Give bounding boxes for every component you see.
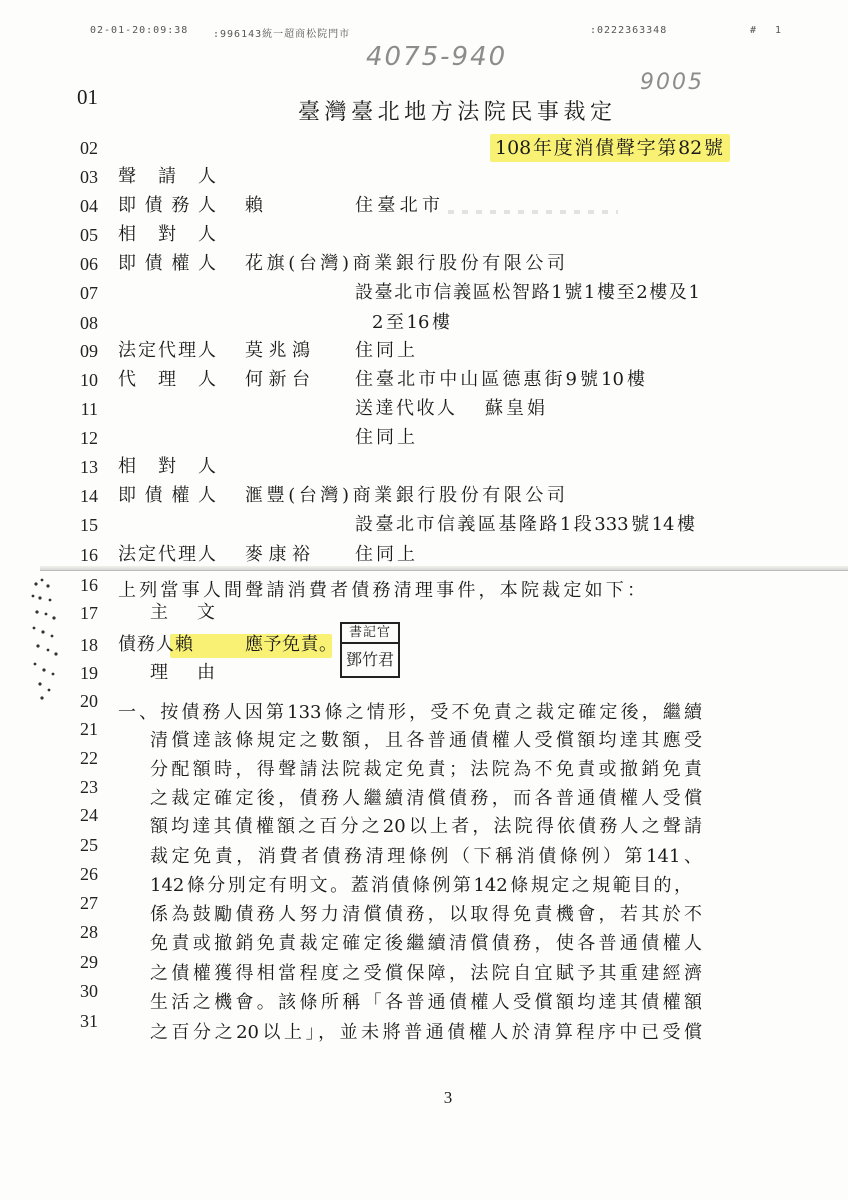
line-number: 19: [80, 663, 98, 683]
reason-line: [0, 1009, 848, 1045]
line-number: 18: [80, 635, 98, 655]
party-label: 即債務人: [118, 195, 216, 216]
fax-page-mark: #: [750, 25, 758, 36]
line-number: 26: [80, 864, 98, 884]
party-name: 麥康裕: [245, 544, 310, 565]
line-number: 31: [80, 1011, 98, 1031]
line-number: 20: [80, 691, 98, 711]
fax-number: :0222363348: [590, 25, 668, 36]
page-fold-edge: [40, 566, 848, 571]
line-number: 14: [80, 486, 98, 506]
line-number: 15: [80, 515, 98, 535]
line-number: 02: [80, 138, 98, 158]
party-label: 代 理 人: [118, 369, 216, 390]
line-number: 05: [80, 225, 98, 245]
main-text-ruling: 應予免責。: [245, 634, 337, 655]
party-address: 住同上: [355, 427, 415, 448]
party-address: 設臺北市信義區松智路1號1樓至2樓及1: [355, 282, 700, 303]
party-address: 住臺北市中山區德惠街9號10樓: [355, 369, 645, 390]
party-name: 何新台: [245, 369, 310, 390]
reason-text: 係為鼓勵債務人努力清償債務，以取得免責機會，若其於不: [150, 904, 702, 925]
handwritten-note-top: 4075-940: [366, 42, 508, 72]
main-heading: 主 文: [150, 602, 215, 623]
party-address: 住同上: [355, 340, 415, 361]
line-number: 17: [80, 603, 98, 623]
line-number: 16: [80, 545, 98, 565]
document-title: 臺灣臺北地方法院民事裁定: [298, 100, 612, 125]
party-label: 法定代理人: [118, 544, 216, 565]
main-heading-row: [0, 601, 848, 637]
line-number: 04: [80, 196, 98, 216]
line-number: 29: [80, 952, 98, 972]
party-address: 住同上: [355, 544, 415, 565]
reason-text: 之裁定確定後，債務人繼續清償債務，而各普通債權人受償: [150, 788, 702, 809]
party-label: 聲 請 人: [118, 166, 216, 187]
reason-text: 裁定免責，消費者債務清理條例（下稱消債條例）第141、: [150, 846, 702, 867]
stamp-name: 鄧竹君: [345, 650, 394, 669]
party-label: 相 對 人: [118, 224, 216, 245]
line-number: 30: [80, 981, 98, 1001]
reason-text: 之百分之20以上」，並未將普通債權人於清算程序中已受償: [150, 1022, 702, 1043]
reason-heading: 理 由: [150, 662, 215, 683]
reason-text: 免責或撤銷免責裁定確定後繼續清償債務，使各普通債權人: [150, 933, 702, 954]
party-name: 滙豐(台灣)商業銀行股份有限公司: [245, 485, 565, 506]
reason-text: 一、按債務人因第133條之情形，受不免責之裁定確定後，繼續: [118, 702, 702, 723]
party-address: 2至16樓: [372, 312, 450, 333]
service-agent-label: 送達代收人: [355, 398, 455, 419]
main-text-prefix: 債務人賴: [118, 634, 193, 655]
reason-text: 清償達該條規定之數額，且各普通債權人受償額均達其應受: [150, 730, 702, 751]
line-number: 28: [80, 922, 98, 942]
reason-text: 額均達其債權額之百分之20以上者，法院得依債務人之聲請: [150, 816, 702, 837]
fax-page-index: 1: [775, 25, 783, 36]
line-number: 08: [80, 313, 98, 333]
party-name: 花旗(台灣)商業銀行股份有限公司: [245, 253, 565, 274]
party-name: 賴: [245, 195, 263, 216]
line-number: 11: [80, 399, 98, 419]
line-number: 24: [80, 805, 98, 825]
line-number: 21: [80, 719, 98, 739]
party-address: 住臺北市: [355, 195, 440, 216]
line-number: 23: [80, 777, 98, 797]
line-number: 22: [80, 748, 98, 768]
line-number: 10: [80, 370, 98, 390]
line-number: 07: [80, 283, 98, 303]
page-number: 3: [443, 1088, 453, 1107]
reason-text: 生活之機會。該條所稱「各普通債權人受償額均達其債權額: [150, 992, 702, 1013]
reason-text: 分配額時，得聲請法院裁定免責；法院為不免責或撤銷免責: [150, 759, 702, 780]
line-number: 13: [80, 457, 98, 477]
intro-text: 上列當事人間聲請消費者債務清理事件，本院裁定如下：: [118, 580, 645, 601]
line-number: 09: [80, 341, 98, 361]
line-number: 12: [80, 428, 98, 448]
service-agent-name: 蘇皇娟: [485, 398, 545, 419]
case-number: 108年度消債聲字第82號: [495, 137, 723, 159]
party-label: 即債權人: [118, 485, 216, 506]
line-number: 27: [80, 893, 98, 913]
party-name: 莫兆鴻: [245, 340, 310, 361]
fax-datetime: 02-01-20:09:38: [90, 25, 189, 36]
redaction-residue: [448, 210, 618, 214]
line-number: 01: [77, 85, 98, 109]
line-number: 25: [80, 835, 98, 855]
line-number: 06: [80, 254, 98, 274]
party-address: 設臺北市信義區基隆路1段333號14樓: [355, 514, 695, 535]
fax-sender: :996143統一超商松院門市: [213, 29, 351, 40]
party-label: 相 對 人: [118, 456, 216, 477]
line-number: 03: [80, 167, 98, 187]
handwritten-note-right: 9005: [640, 70, 704, 95]
party-label: 法定代理人: [118, 340, 216, 361]
reason-text: 142條分別定有明文。蓋消債條例第142條規定之規範目的，: [150, 875, 692, 896]
party-label: 即債權人: [118, 253, 216, 274]
stamp-title: 書記官: [342, 624, 398, 644]
line-number: 16: [80, 575, 98, 595]
reason-text: 之債權獲得相當程度之受償保障，法院自宜賦予其重建經濟: [150, 963, 702, 984]
